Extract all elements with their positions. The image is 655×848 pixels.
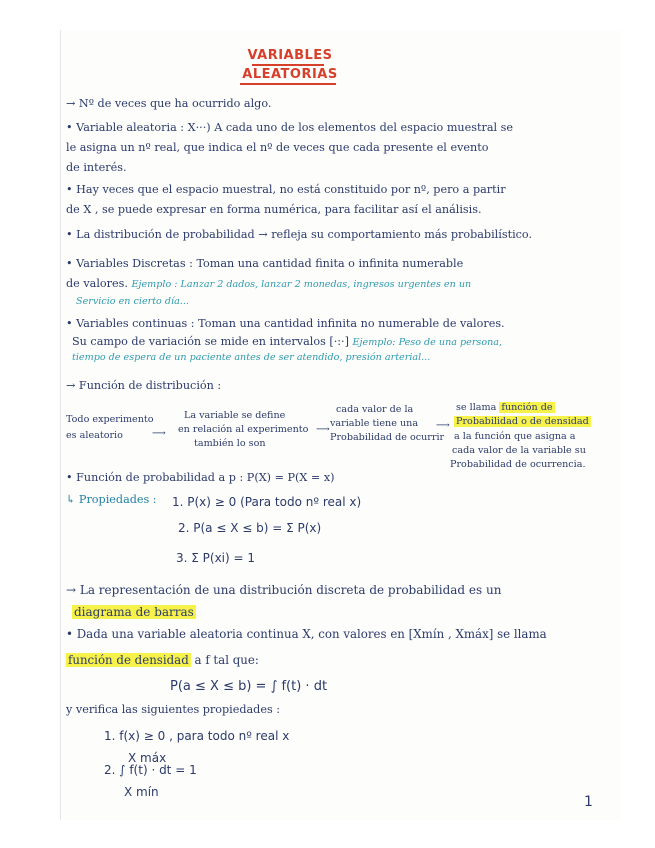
formula-densidad: P(a ≤ X ≤ b) = ∫ f(t) · dt xyxy=(170,679,328,694)
title-line-1: VARIABLES xyxy=(247,48,333,63)
continua-l1: • Dada una variable aleatoria continua X, con valores en [Xmín , Xmáx] se llama xyxy=(66,627,547,641)
flow-arrow-1: ⟶ xyxy=(152,428,166,439)
flow-c2a: La variable se define xyxy=(184,410,286,421)
intro-line: → Nº de veces que ha ocurrido algo. xyxy=(66,97,272,110)
discretas-l2 xyxy=(66,278,471,291)
funcion-probabilidad: • Función de probabilidad a p : P(X) = P(X = x) xyxy=(66,471,335,484)
discretas-l2-text: de valores. xyxy=(66,277,128,290)
prop-discreta-1: 1. P(x) ≥ 0 (Para todo nº real x) xyxy=(172,495,362,509)
variable-aleatoria-l1: • Variable aleatoria : X···) A cada uno de los elementos del espacio muestral se xyxy=(66,121,514,134)
verifica-line: y verifica las siguientes propiedades : xyxy=(66,703,281,716)
flow-c4-highlight: función de xyxy=(501,402,553,413)
continuas-l2 xyxy=(72,336,502,349)
propiedades-label: ↳ Propiedades : xyxy=(66,493,157,506)
flow-arrow-2: ⟶ xyxy=(316,424,330,435)
discretas-l1: • Variables Discretas : Toman una cantidad finita o infinita numerable xyxy=(66,257,464,270)
continuas-ejemplo: Ejemplo: Peso de una persona, xyxy=(352,337,503,348)
prop-continua-1: 1. f(x) ≥ 0 , para todo nº real x xyxy=(104,729,290,743)
prop-discreta-2: 2. P(a ≤ X ≤ b) = Σ P(x) xyxy=(178,521,322,535)
discretas-ejemplo: Ejemplo : Lanzar 2 dados, lanzar 2 monedas, ingresos urgentes en un xyxy=(131,279,472,290)
flow-c4d: cada valor de la variable su xyxy=(452,445,586,456)
flow-c4c: a la función que asigna a xyxy=(454,431,576,442)
espacio-muestral-l2: de X , se puede expresar en forma numérica, para facilitar así el análisis. xyxy=(66,203,482,216)
funcion-distribucion-heading: → Función de distribución : xyxy=(66,379,222,392)
variable-aleatoria-l2: le asigna un nº real, que indica el nº de veces que cada presente el evento xyxy=(66,141,489,154)
continua-l2 xyxy=(66,654,259,668)
flow-c4e: Probabilidad de ocurrencia. xyxy=(450,459,586,470)
diagrama-barras-highlight: diagrama de barras xyxy=(74,605,194,619)
flow-c4a-text: se llama xyxy=(456,402,497,413)
flow-c4a xyxy=(456,402,555,413)
title-underline-2 xyxy=(240,83,336,85)
flow-c4b-highlight: Probabilidad o de densidad xyxy=(456,416,589,427)
discretas-l3: Servicio en cierto día... xyxy=(76,296,189,307)
flow-c3c: Probabilidad de ocurrir xyxy=(330,432,445,443)
title-underline-1 xyxy=(252,64,324,66)
representacion-l1: → La representación de una distribución discreta de probabilidad es un xyxy=(66,583,502,597)
flow-c3a: cada valor de la xyxy=(336,404,414,415)
continuas-l3: tiempo de espera de un paciente antes de ser atendido, presión arterial... xyxy=(72,352,431,363)
continuas-l2-text: Su campo de variación se mide en intervalos [·:·] xyxy=(72,335,349,348)
page-number: 1 xyxy=(584,794,593,810)
variable-aleatoria-l3: de interés. xyxy=(66,161,127,174)
flow-c4b xyxy=(454,416,591,427)
flow-c1a: Todo experimento xyxy=(66,414,154,425)
title-line-2: ALEATORIAS xyxy=(242,67,338,82)
continuas-l1: • Variables continuas : Toman una cantidad infinita no numerable de valores. xyxy=(66,317,505,330)
prop-continua-2: 2. ∫ f(t) · dt = 1 xyxy=(104,763,197,777)
distribucion-line: • La distribución de probabilidad → refleja su comportamiento más probabilístico. xyxy=(66,228,533,241)
flow-c1b: es aleatorio xyxy=(66,430,123,441)
flow-c3b: variable tiene una xyxy=(330,418,419,429)
continua-l2-rest: a f tal que: xyxy=(190,653,259,667)
representacion-l2 xyxy=(72,606,196,620)
flow-arrow-3: ⟶ xyxy=(436,420,450,431)
integral-upper-limit: X máx xyxy=(128,751,167,765)
integral-lower-limit: X mín xyxy=(124,785,159,799)
flow-c2c: también lo son xyxy=(194,438,266,449)
prop-discreta-3: 3. Σ P(xi) = 1 xyxy=(176,551,256,565)
espacio-muestral-l1: • Hay veces que el espacio muestral, no está constituido por nº, pero a partir xyxy=(66,183,506,196)
funcion-densidad-highlight: función de densidad xyxy=(68,653,189,667)
flow-c2b: en relación al experimento xyxy=(178,424,309,435)
